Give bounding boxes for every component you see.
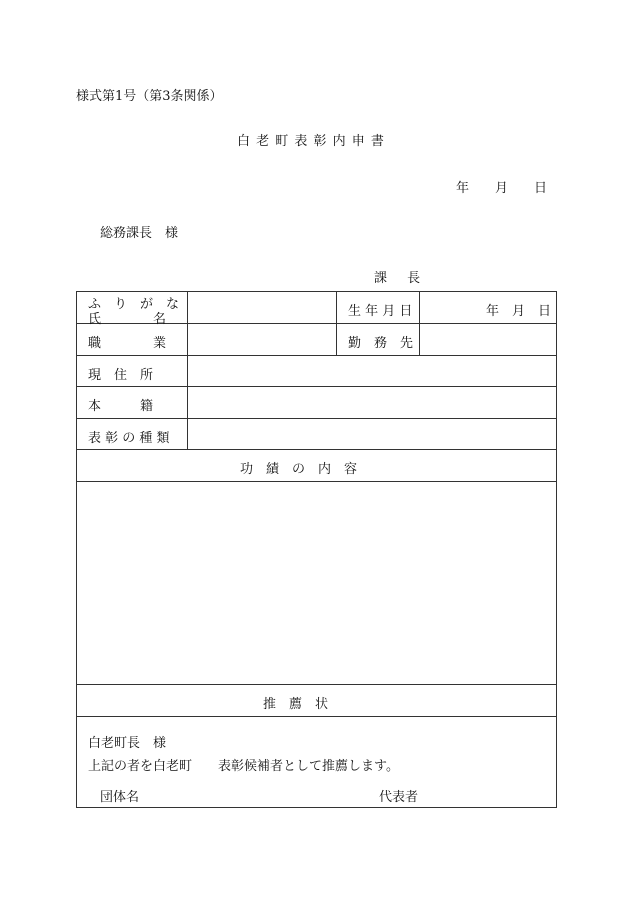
domicile-label: 本 籍 — [88, 399, 154, 414]
recommendation-to: 白老町長 様 — [88, 736, 167, 751]
row-divider — [76, 355, 557, 356]
occupation-label: 職 業 — [88, 336, 167, 351]
row-divider — [76, 684, 557, 685]
achievements-header: 功 績 の 内 容 — [240, 462, 358, 477]
workplace-label: 勤 務 先 — [348, 336, 414, 351]
workplace-input[interactable] — [422, 326, 554, 353]
recommendation-statement-prefix: 上記の者を白老町 — [88, 759, 193, 774]
address-input[interactable] — [190, 358, 554, 384]
name-input[interactable] — [190, 294, 334, 321]
recommendation-header: 推 薦 状 — [263, 697, 329, 712]
award-type-label: 表 彰 の 種 類 — [88, 431, 170, 446]
birthdate-label: 生 年 月 日 — [348, 304, 413, 319]
addressee: 総務課長 様 — [100, 226, 179, 241]
rep-label: 代表者 — [379, 790, 419, 805]
row-divider — [76, 386, 557, 387]
domicile-input[interactable] — [190, 389, 554, 416]
recommendation-statement-suffix: 表彰候補者として推薦します。 — [218, 759, 399, 774]
column-divider — [187, 291, 188, 449]
column-divider — [336, 291, 337, 355]
submitter-title: 課 長 — [374, 271, 429, 286]
furigana-label: ふ り が な — [88, 297, 180, 312]
column-divider — [419, 291, 420, 355]
rep-input[interactable] — [420, 782, 550, 802]
org-input[interactable] — [145, 782, 365, 802]
org-label: 団体名 — [100, 790, 140, 805]
document-title: 白 老 町 表 彰 内 申 書 — [237, 134, 385, 149]
row-divider — [76, 449, 557, 450]
occupation-input[interactable] — [190, 326, 334, 353]
row-divider — [76, 418, 557, 419]
award-type-input[interactable] — [190, 421, 554, 447]
birthdate-value[interactable]: 年 月 日 — [486, 304, 552, 319]
row-divider — [76, 716, 557, 717]
row-divider — [76, 481, 557, 482]
address-label: 現 住 所 — [88, 368, 154, 383]
date-line: 年 月 日 — [456, 181, 548, 196]
achievements-textarea[interactable] — [79, 484, 554, 682]
name-label: 氏 名 — [88, 312, 167, 327]
form-number: 様式第1号（第3条関係） — [76, 89, 223, 104]
